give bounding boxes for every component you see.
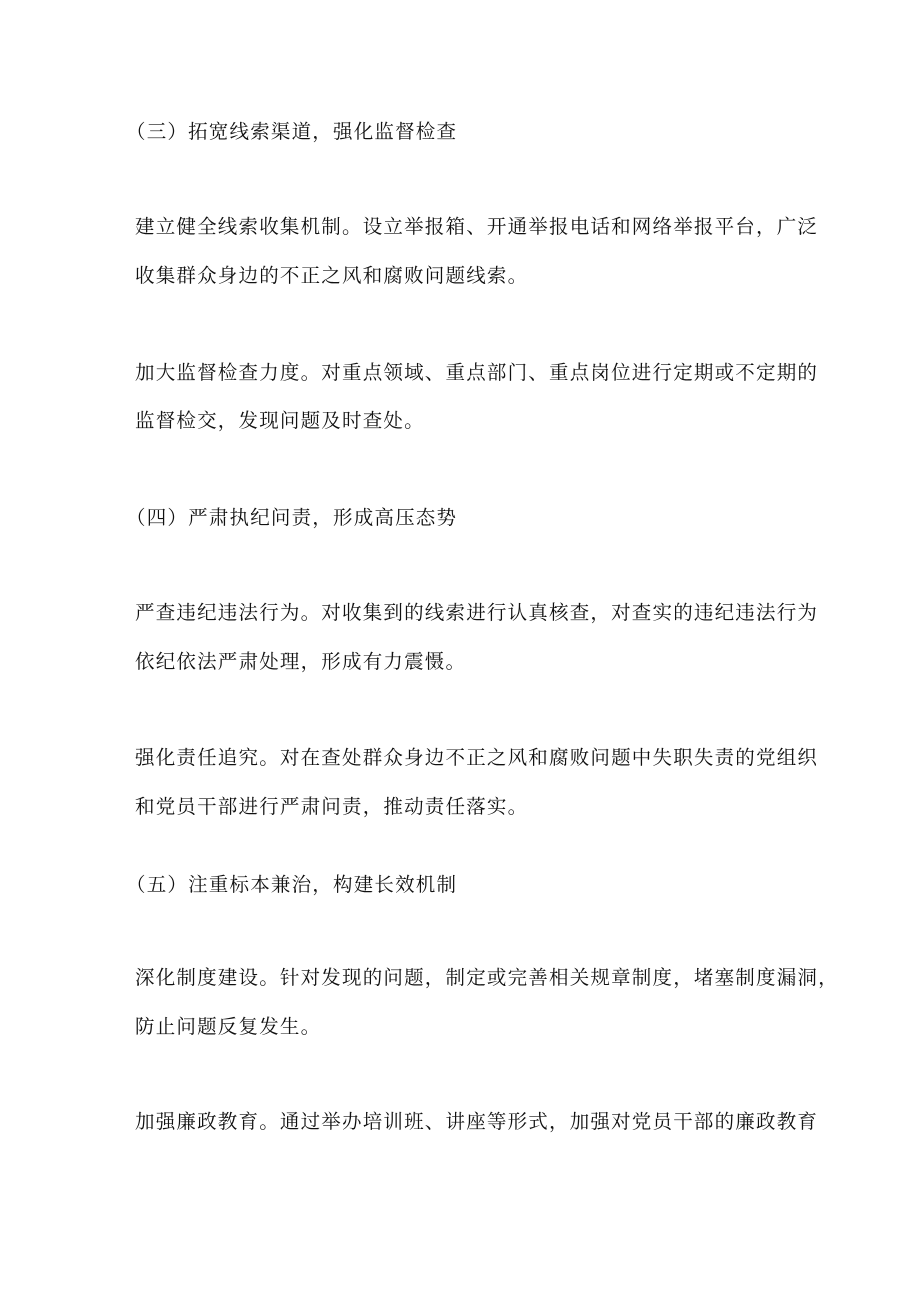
paragraph-line: 和党员干部进行严肃问责，推动责任落实。 — [135, 795, 529, 818]
paragraph-line: 强化责任追究。对在查处群众身边不正之风和腐败问题中失职失责的党组织 — [135, 746, 819, 769]
paragraph-line: 收集群众身边的不正之风和腐败问题线索。 — [135, 264, 529, 287]
paragraph-line: 深化制度建设。针对发现的问题，制定或完善相关规章制度，堵塞制度漏洞， — [135, 966, 839, 989]
section-heading-3: （三）拓宽线索渠道，强化监督检查 — [126, 120, 458, 143]
paragraph-line: 监督检交，发现问题及时查处。 — [135, 409, 425, 432]
section-heading-5: （五）注重标本兼治，构建长效机制 — [126, 873, 458, 896]
paragraph-line: 依纪依法严肃处理，形成有力震慑。 — [135, 650, 467, 673]
section-heading-4: （四）严肃执纪问责，形成高压态势 — [126, 506, 458, 529]
paragraph-line: 建立健全线索收集机制。设立举报箱、开通举报电话和网络举报平台，广泛 — [135, 215, 819, 238]
paragraph-line: 加强廉政教育。通过举办培训班、讲座等形式，加强对党员干部的廉政教育 — [135, 1110, 819, 1133]
paragraph-line: 加大监督检查力度。对重点领域、重点部门、重点岗位进行定期或不定期的 — [135, 361, 819, 384]
paragraph-line: 防止问题反复发生。 — [135, 1015, 322, 1038]
paragraph-line: 严查违纪违法行为。对收集到的线索进行认真核查，对查实的违纪违法行为 — [135, 601, 819, 624]
